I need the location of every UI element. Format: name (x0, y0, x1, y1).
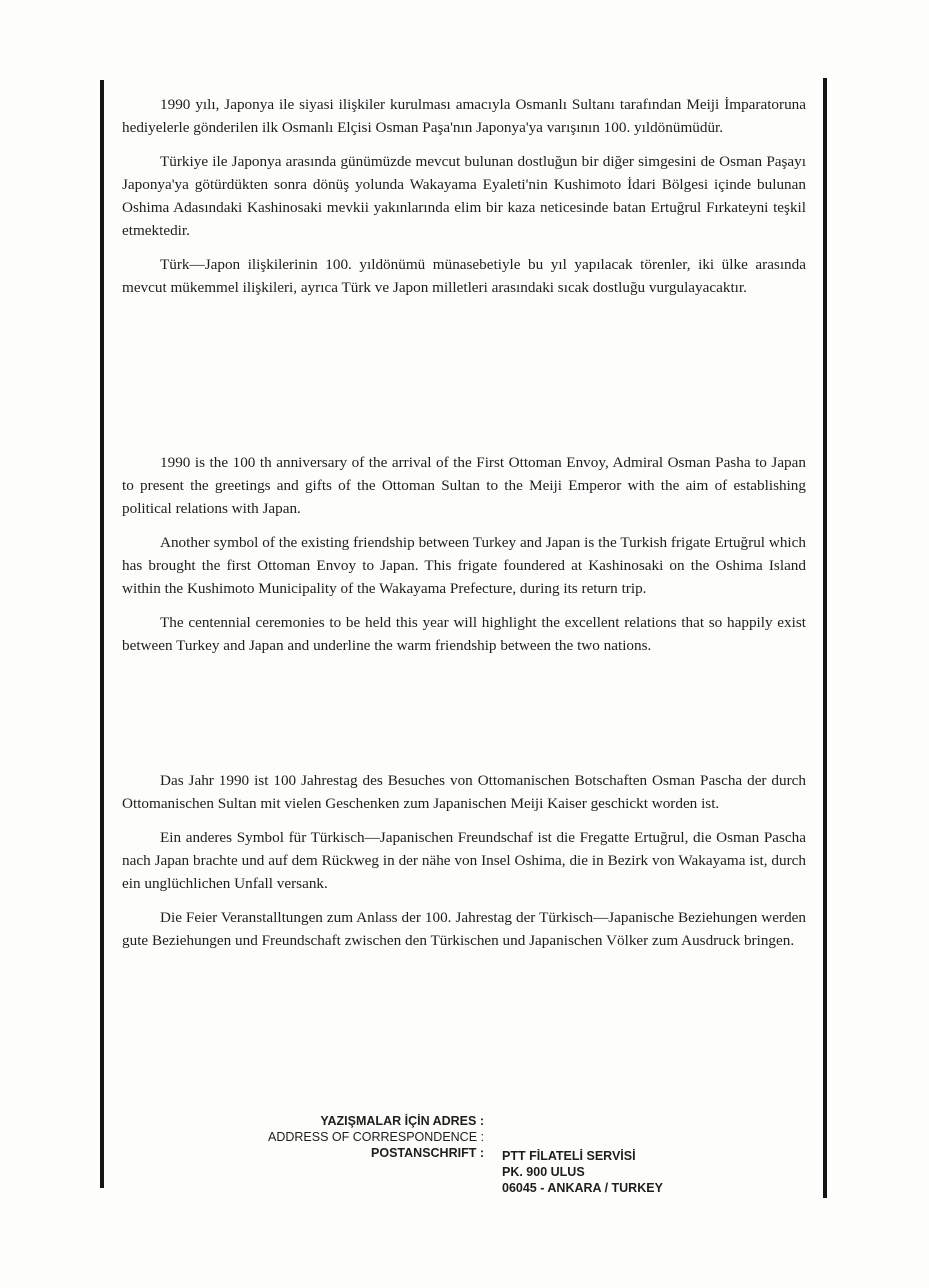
german-paragraph-2: Ein anderes Symbol für Türkisch—Japanischen Freundschaf ist die Fregatte Ertuğrul, die Osman Pascha nach Japan brachte und auf dem Rückweg in der nähe von Insel Oshima, die in Bezirk von Wakayama ist, durch ein unglüchlichen Unfall versank. (122, 829, 806, 892)
english-paragraph-1: 1990 is the 100 th anniversary of the arrival of the First Ottoman Envoy, Admiral Osman Pasha to Japan to present the greetings and gifts of the Ottoman Sultan to the Meiji Emperor with the aim of establishing political relations with Japan. (122, 454, 806, 517)
turkish-paragraph-1: 1990 yılı, Japonya ile siyasi ilişkiler kurulması amacıyla Osmanlı Sultanı tarafından Meiji İmparatoruna hediyelerle gönderilen ilk Osmanlı Elçisi Osman Paşa'nın Japonya'ya varışının 100. yıldönümüdür. (122, 96, 806, 136)
left-margin-rule (100, 80, 104, 1188)
address-label-turkish: YAZIŞMALAR İÇİN ADRES : (320, 1114, 484, 1128)
address-label-german: POSTANSCHRIFT : (371, 1146, 484, 1160)
address-label-english: ADDRESS OF CORRESPONDENCE : (267, 1130, 484, 1144)
turkish-paragraph-3: Türk—Japon ilişkilerinin 100. yıldönümü münasebetiyle bu yıl yapılacak törenler, iki ülke arasında mevcut mükemmel ilişkileri, ayrıca Türk ve Japon milletleri arasındaki sıcak dostluğu vurgulayacaktır. (122, 256, 806, 296)
right-margin-rule (823, 78, 827, 1198)
german-section (122, 769, 806, 952)
english-section (122, 451, 806, 657)
turkish-paragraph-2: Türkiye ile Japonya arasında günümüzde mevcut bulunan dostluğun bir diğer simgesini de Osman Paşayı Japonya'ya götürdükten sonra dönüş yolunda Wakayama Eyaleti'nin Kushimoto İdari Bölgesi içinde bulunan Oshima Adasındaki Kashinosaki mevkii yakınlarında elim bir kaza neticesinde batan Ertuğrul Fırkateyni teşkil etmektedir. (122, 153, 806, 239)
german-paragraph-1: Das Jahr 1990 ist 100 Jahrestag des Besuches von Ottomanischen Botschaften Osman Pascha der durch Ottomanischen Sultan mit vielen Geschenken zum Japanischen Meiji Kaiser geschickt worden ist. (122, 772, 806, 812)
address-line-3: 06045 - ANKARA / TURKEY (502, 1181, 663, 1195)
address-line-1: PTT FİLATELİ SERVİSİ (502, 1149, 636, 1163)
address-labels (230, 1113, 484, 1161)
english-paragraph-2: Another symbol of the existing friendship between Turkey and Japan is the Turkish frigate Ertuğrul which has brought the first Ottoman Envoy to Japan. This frigate foundered at Kashinosaki on the Oshima Island within the Kushimoto Municipality of the Wakayama Prefecture, during its return trip. (122, 534, 806, 597)
english-paragraph-3: The centennial ceremonies to be held this year will highlight the excellent relations that so happily exist between Turkey and Japan and underline the warm friendship between the two nations. (122, 614, 806, 654)
german-paragraph-3: Die Feier Veranstalltungen zum Anlass der 100. Jahrestag der Türkisch—Japanische Beziehungen werden gute Beziehungen und Freundschaft zwischen den Türkischen und Japanischen Völker zum Ausdruck bringen. (122, 909, 806, 949)
turkish-section (122, 93, 806, 299)
address-line-2: PK. 900 ULUS (502, 1165, 585, 1179)
address-value (502, 1148, 663, 1196)
